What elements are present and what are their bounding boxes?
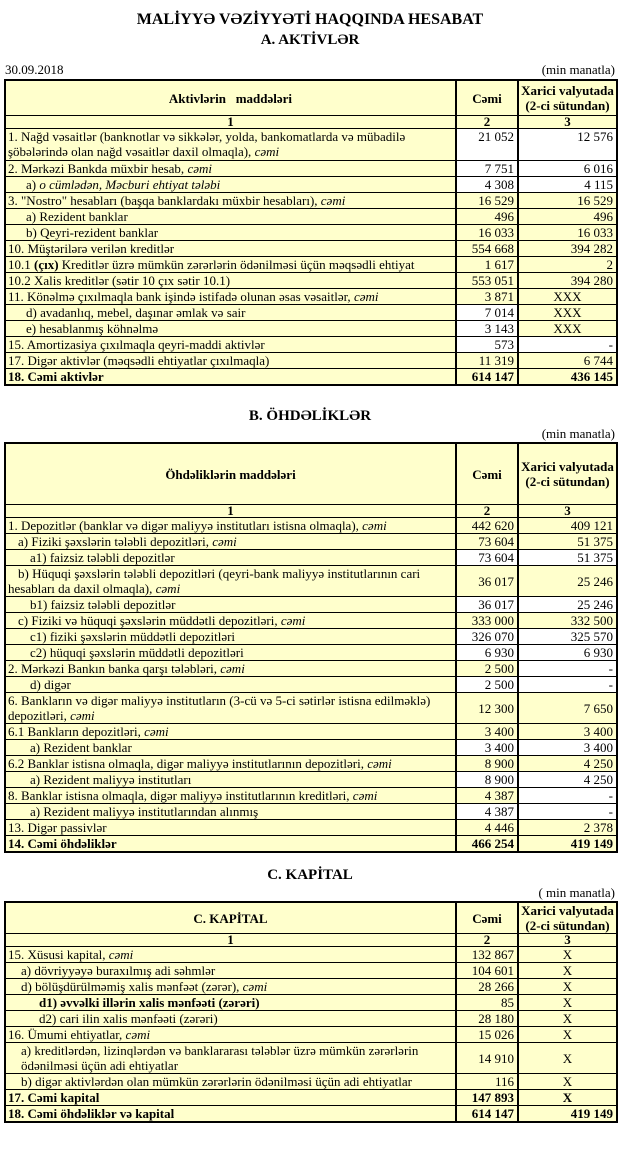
value-total: 21 052 <box>456 129 518 161</box>
value-total: 614 147 <box>456 369 518 386</box>
value-foreign-currency: 51 375 <box>518 550 617 566</box>
value-total: 116 <box>456 1074 518 1090</box>
row-label: 2. Mərkəzi Bankda müxbir hesab, cəmi <box>5 161 456 177</box>
table-row <box>5 353 617 369</box>
table-row <box>5 273 617 289</box>
row-label: a) Rezident maliyyə institutlarından alınmış <box>5 804 456 820</box>
value-total: 4 387 <box>456 804 518 820</box>
row-label: 6.2 Banklar istisna olmaqla, digər maliyyə institutlarının depozitləri, cəmi <box>5 756 456 772</box>
value-total: 73 604 <box>456 550 518 566</box>
value-foreign-currency: - <box>518 661 617 677</box>
col-number-2: 2 <box>456 116 518 129</box>
row-label: 15. Amortizasiya çıxılmaqla qeyri-maddi aktivlər <box>5 337 456 353</box>
table-row <box>5 677 617 693</box>
row-label: 17. Digər aktivlər (məqsədli ehtiyatlar çıxılmaqla) <box>5 353 456 369</box>
value-total: 14 910 <box>456 1043 518 1074</box>
col-number-1: 1 <box>5 505 456 518</box>
table-row <box>5 1106 617 1123</box>
row-label: 17. Cəmi kapital <box>5 1090 456 1106</box>
value-foreign-currency: X <box>518 1090 617 1106</box>
col-number-2: 2 <box>456 934 518 947</box>
row-label: c1) fiziki şəxslərin müddətli depozitləri <box>5 629 456 645</box>
value-total: 104 601 <box>456 963 518 979</box>
table-row <box>5 979 617 995</box>
row-label: d1) əvvəlki illərin xalis mənfəəti (zərəri) <box>5 995 456 1011</box>
liabilities-table-body <box>5 518 617 853</box>
value-total: 442 620 <box>456 518 518 534</box>
value-foreign-currency: XXX <box>518 289 617 305</box>
value-total: 614 147 <box>456 1106 518 1123</box>
table-row <box>5 1027 617 1043</box>
value-total: 553 051 <box>456 273 518 289</box>
table-row <box>5 597 617 613</box>
value-foreign-currency: X <box>518 947 617 963</box>
liabilities-header-row <box>5 443 617 505</box>
col-number-3: 3 <box>518 934 617 947</box>
value-total: 73 604 <box>456 534 518 550</box>
value-total: 132 867 <box>456 947 518 963</box>
value-foreign-currency: 2 378 <box>518 820 617 836</box>
value-total: 85 <box>456 995 518 1011</box>
table-row <box>5 257 617 273</box>
row-label: a1) faizsiz tələbli depozitlər <box>5 550 456 566</box>
col-header-total: Cəmi <box>456 902 518 934</box>
row-label: 8. Banklar istisna olmaqla, digər maliyyə institutlarının kreditləri, cəmi <box>5 788 456 804</box>
value-foreign-currency: 6 016 <box>518 161 617 177</box>
value-total: 12 300 <box>456 693 518 724</box>
value-total: 36 017 <box>456 597 518 613</box>
table-row <box>5 129 617 161</box>
value-total: 573 <box>456 337 518 353</box>
value-total: 326 070 <box>456 629 518 645</box>
section-a-heading: A. AKTİVLƏR <box>260 32 360 48</box>
table-row <box>5 804 617 820</box>
row-label: d) digər <box>5 677 456 693</box>
value-total: 8 900 <box>456 772 518 788</box>
table-row <box>5 629 617 645</box>
col-header-total: Cəmi <box>456 443 518 505</box>
value-foreign-currency: 325 570 <box>518 629 617 645</box>
capital-table <box>4 901 618 1123</box>
value-total: 2 500 <box>456 677 518 693</box>
value-foreign-currency: 6 744 <box>518 353 617 369</box>
table-row <box>5 661 617 677</box>
table-row <box>5 1074 617 1090</box>
value-total: 4 446 <box>456 820 518 836</box>
value-foreign-currency: 409 121 <box>518 518 617 534</box>
value-foreign-currency: X <box>518 1043 617 1074</box>
value-foreign-currency: 4 250 <box>518 756 617 772</box>
value-total: 466 254 <box>456 836 518 853</box>
value-foreign-currency: 12 576 <box>518 129 617 161</box>
value-total: 15 026 <box>456 1027 518 1043</box>
row-label: c2) hüquqi şəxslərin müddətli depozitləri <box>5 645 456 661</box>
value-foreign-currency: - <box>518 788 617 804</box>
table-row <box>5 995 617 1011</box>
col-number-3: 3 <box>518 116 617 129</box>
section-assets <box>0 30 620 386</box>
value-foreign-currency: 419 149 <box>518 1106 617 1123</box>
table-row <box>5 321 617 337</box>
table-row <box>5 518 617 534</box>
table-row <box>5 550 617 566</box>
table-row <box>5 369 617 386</box>
table-row <box>5 772 617 788</box>
section-c-heading: C. KAPİTAL <box>267 867 353 883</box>
value-foreign-currency: 3 400 <box>518 740 617 756</box>
assets-column-number-row <box>5 116 617 129</box>
value-foreign-currency: 25 246 <box>518 597 617 613</box>
table-row <box>5 193 617 209</box>
row-label: a) Fiziki şəxslərin tələbli depozitləri, cəmi <box>5 534 456 550</box>
row-label: 11. Könəlmə çıxılmaqla bank işində istifadə olunan əsas vəsaitlər, cəmi <box>5 289 456 305</box>
value-foreign-currency: 496 <box>518 209 617 225</box>
table-row <box>5 740 617 756</box>
value-foreign-currency: 16 529 <box>518 193 617 209</box>
value-foreign-currency: 332 500 <box>518 613 617 629</box>
table-row <box>5 613 617 629</box>
table-row <box>5 693 617 724</box>
row-label: d) avadanlıq, mebel, daşınar əmlak və sair <box>5 305 456 321</box>
row-label: 18. Cəmi aktivlər <box>5 369 456 386</box>
assets-header-row <box>5 80 617 116</box>
table-row <box>5 947 617 963</box>
value-total: 4 308 <box>456 177 518 193</box>
row-label: d2) cari ilin xalis mənfəəti (zərəri) <box>5 1011 456 1027</box>
table-row <box>5 645 617 661</box>
row-label: 10.2 Xalis kreditlər (sətir 10 çıx sətir 10.1) <box>5 273 456 289</box>
table-row <box>5 225 617 241</box>
table-row <box>5 305 617 321</box>
table-row <box>5 788 617 804</box>
unit-note-b: (min manatla) <box>541 426 615 441</box>
col-number-2: 2 <box>456 505 518 518</box>
value-total: 7 014 <box>456 305 518 321</box>
table-row <box>5 836 617 853</box>
value-foreign-currency: - <box>518 804 617 820</box>
section-capital <box>0 865 620 1123</box>
value-total: 496 <box>456 209 518 225</box>
value-foreign-currency: X <box>518 963 617 979</box>
value-foreign-currency: 4 250 <box>518 772 617 788</box>
section-liabilities <box>0 406 620 853</box>
report-date: 30.09.2018 <box>5 62 64 77</box>
row-label: 6.1 Bankların depozitləri, cəmi <box>5 724 456 740</box>
row-label: 14. Cəmi öhdəliklər <box>5 836 456 853</box>
value-total: 3 400 <box>456 740 518 756</box>
table-row <box>5 161 617 177</box>
value-foreign-currency: 4 115 <box>518 177 617 193</box>
value-foreign-currency: 25 246 <box>518 566 617 597</box>
capital-column-number-row <box>5 934 617 947</box>
value-total: 16 033 <box>456 225 518 241</box>
value-foreign-currency: XXX <box>518 305 617 321</box>
row-label: a) kreditlərdən, lizinqlərdən və banklararası tələblər üzrə mümkün zərərlərin ödənilməsi üçün adi ehtiyatlar <box>5 1043 456 1074</box>
assets-table <box>4 79 618 386</box>
unit-note-c: ( min manatla) <box>538 885 615 900</box>
value-foreign-currency: 3 400 <box>518 724 617 740</box>
value-total: 3 143 <box>456 321 518 337</box>
col-header-items: Öhdəliklərin maddələri <box>5 443 456 505</box>
assets-table-body <box>5 129 617 386</box>
capital-header-row <box>5 902 617 934</box>
row-label: 1. Nağd vəsaitlər (banknotlar və sikkələr, yolda, bankomatlarda və mübadilə şöbələrində olan nağd vəsaitlər daxil olmaqla), cəmi <box>5 129 456 161</box>
value-total: 11 319 <box>456 353 518 369</box>
value-total: 2 500 <box>456 661 518 677</box>
value-foreign-currency: X <box>518 1027 617 1043</box>
value-total: 28 180 <box>456 1011 518 1027</box>
value-total: 6 930 <box>456 645 518 661</box>
col-header-items: Aktivlərin maddələri <box>5 80 456 116</box>
liabilities-column-number-row <box>5 505 617 518</box>
col-header-foreign-currency: Xarici valyutada (2-ci sütundan) <box>518 902 617 934</box>
value-foreign-currency: X <box>518 1011 617 1027</box>
table-row <box>5 177 617 193</box>
liabilities-table <box>4 442 618 853</box>
value-foreign-currency: - <box>518 677 617 693</box>
value-total: 4 387 <box>456 788 518 804</box>
value-total: 7 751 <box>456 161 518 177</box>
table-row <box>5 289 617 305</box>
row-label: 13. Digər passivlər <box>5 820 456 836</box>
meta-row-a <box>0 62 620 78</box>
value-total: 28 266 <box>456 979 518 995</box>
report-title: MALİYYƏ VƏZİYYƏTİ HAQQINDA HESABAT <box>136 11 484 28</box>
row-label: 16. Ümumi ehtiyatlar, cəmi <box>5 1027 456 1043</box>
row-label: b1) faizsiz tələbli depozitlər <box>5 597 456 613</box>
table-row <box>5 756 617 772</box>
table-row <box>5 1090 617 1106</box>
col-header-foreign-currency: Xarici valyutada (2-ci sütundan) <box>518 80 617 116</box>
value-foreign-currency: 7 650 <box>518 693 617 724</box>
value-total: 333 000 <box>456 613 518 629</box>
value-foreign-currency: 51 375 <box>518 534 617 550</box>
col-number-1: 1 <box>5 934 456 947</box>
row-label: a) o cümlədən, Məcburi ehtiyat tələbi <box>5 177 456 193</box>
row-label: c) Fiziki və hüquqi şəxslərin müddətli depozitləri, cəmi <box>5 613 456 629</box>
row-label: a) Rezident maliyyə institutları <box>5 772 456 788</box>
meta-row-c <box>0 885 620 901</box>
col-number-3: 3 <box>518 505 617 518</box>
table-row <box>5 241 617 257</box>
row-label: 1. Depozitlər (banklar və digər maliyyə institutları istisna olmaqla), cəmi <box>5 518 456 534</box>
table-row <box>5 534 617 550</box>
table-row <box>5 1011 617 1027</box>
table-row <box>5 1043 617 1074</box>
section-b-heading: B. ÖHDƏLİKLƏR <box>248 408 372 424</box>
row-label: 3. "Nostro" hesabları (başqa banklardakı müxbir hesabları), cəmi <box>5 193 456 209</box>
value-total: 16 529 <box>456 193 518 209</box>
row-label: a) Rezident banklar <box>5 209 456 225</box>
value-total: 36 017 <box>456 566 518 597</box>
row-label: 6. Bankların və digər maliyyə institutların (3-cü və 5-ci sətirlər istisna edilməklə) depozitləri, cəmi <box>5 693 456 724</box>
row-label: b) digər aktivlərdən olan mümkün zərərlərin ödənilməsi üçün adi ehtiyatlar <box>5 1074 456 1090</box>
value-total: 8 900 <box>456 756 518 772</box>
value-foreign-currency: 16 033 <box>518 225 617 241</box>
table-row <box>5 724 617 740</box>
row-label: b) Qeyri-rezident banklar <box>5 225 456 241</box>
row-label: 15. Xüsusi kapital, cəmi <box>5 947 456 963</box>
value-total: 1 617 <box>456 257 518 273</box>
value-foreign-currency: 6 930 <box>518 645 617 661</box>
table-row <box>5 209 617 225</box>
row-label: a) dövriyyəyə buraxılmış adi səhmlər <box>5 963 456 979</box>
value-total: 147 893 <box>456 1090 518 1106</box>
value-foreign-currency: 394 282 <box>518 241 617 257</box>
value-foreign-currency: 394 280 <box>518 273 617 289</box>
table-row <box>5 820 617 836</box>
value-foreign-currency: 436 145 <box>518 369 617 386</box>
value-foreign-currency: X <box>518 979 617 995</box>
col-header-foreign-currency: Xarici valyutada (2-ci sütundan) <box>518 443 617 505</box>
row-label: 10.1 (çıx) Kreditlər üzrə mümkün zərərlərin ödənilməsi üçün məqsədli ehtiyat <box>5 257 456 273</box>
value-foreign-currency: 2 <box>518 257 617 273</box>
value-foreign-currency: 419 149 <box>518 836 617 853</box>
capital-table-body <box>5 947 617 1123</box>
value-foreign-currency: - <box>518 337 617 353</box>
row-label: e) hesablanmış köhnəlmə <box>5 321 456 337</box>
value-total: 554 668 <box>456 241 518 257</box>
meta-row-b <box>0 426 620 442</box>
col-header-items: C. KAPİTAL <box>5 902 456 934</box>
row-label: d) bölüşdürülməmiş xalis mənfəət (zərər), cəmi <box>5 979 456 995</box>
value-foreign-currency: X <box>518 995 617 1011</box>
value-total: 3 400 <box>456 724 518 740</box>
value-total: 3 871 <box>456 289 518 305</box>
row-label: 10. Müştərilərə verilən kreditlər <box>5 241 456 257</box>
row-label: 2. Mərkəzi Bankın banka qarşı tələbləri, cəmi <box>5 661 456 677</box>
table-row <box>5 566 617 597</box>
value-foreign-currency: XXX <box>518 321 617 337</box>
table-row <box>5 963 617 979</box>
col-header-total: Cəmi <box>456 80 518 116</box>
unit-note-a: (min manatla) <box>541 62 615 77</box>
row-label: b) Hüquqi şəxslərin tələbli depozitləri (qeyri-bank maliyyə institutlarının cari hesabları da daxil olmaqla), cəmi <box>5 566 456 597</box>
value-foreign-currency: X <box>518 1074 617 1090</box>
row-label: 18. Cəmi öhdəliklər və kapital <box>5 1106 456 1123</box>
table-row <box>5 337 617 353</box>
col-number-1: 1 <box>5 116 456 129</box>
row-label: a) Rezident banklar <box>5 740 456 756</box>
